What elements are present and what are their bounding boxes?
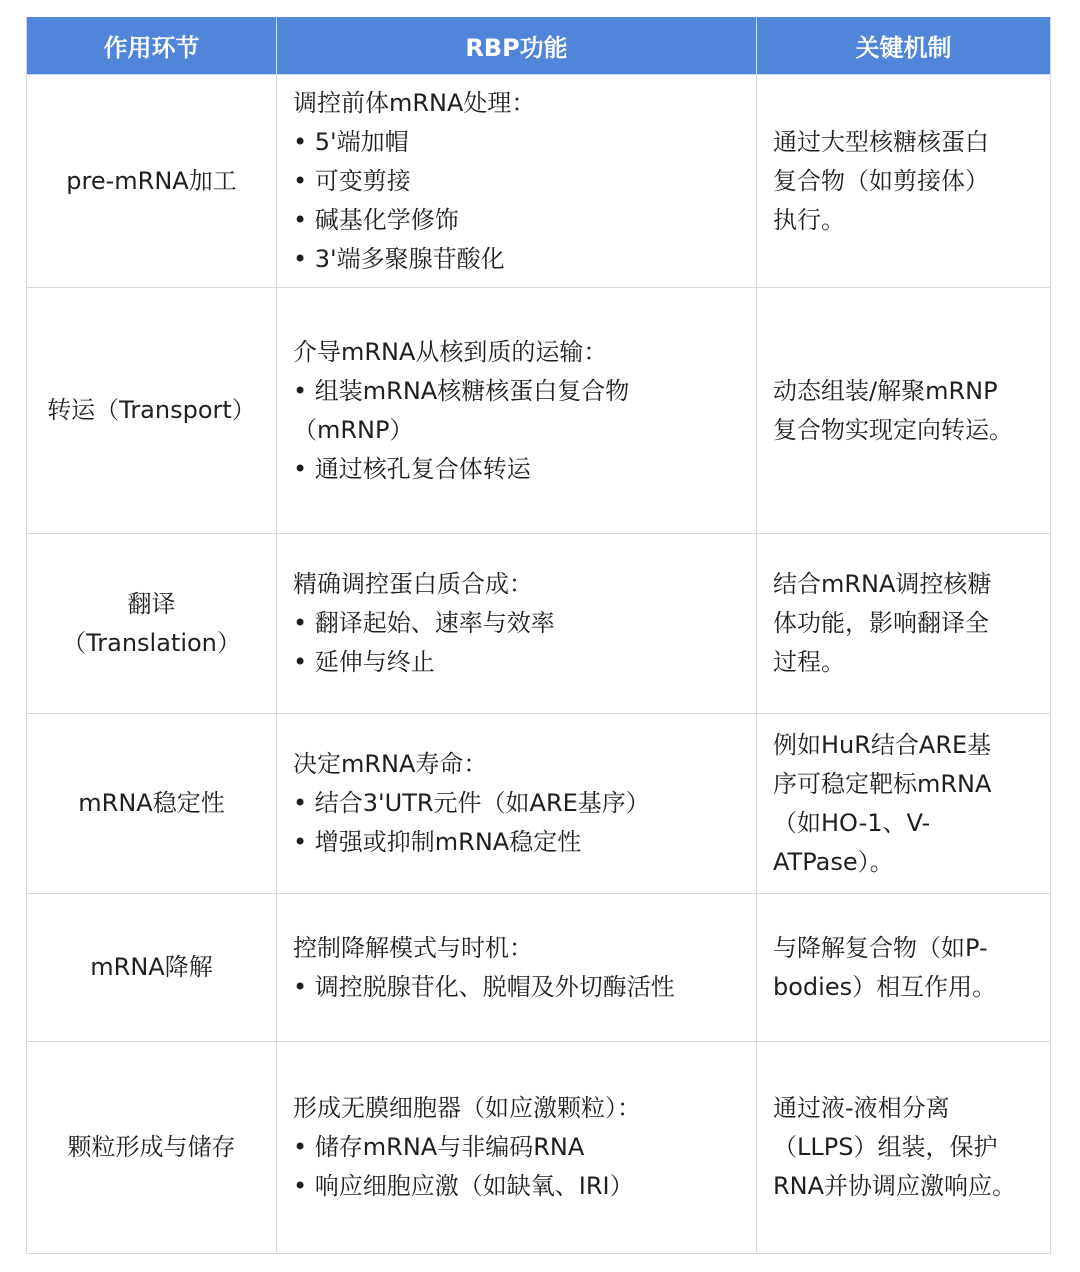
- bullet-item: • 组装mRNA核糖核蛋白复合物: [293, 376, 630, 405]
- stage-cell: [27, 75, 277, 288]
- function-cell: [277, 75, 757, 288]
- table-row: [27, 714, 1051, 894]
- bullet-item: • 储存mRNA与非编码RNA: [293, 1133, 585, 1161]
- function-cell: [277, 714, 757, 894]
- function-cell: [277, 288, 757, 534]
- stage-cell: [27, 534, 277, 714]
- bullet-item: • 可变剪接: [293, 166, 411, 195]
- cell-line: 序可稳定靶标mRNA: [773, 769, 992, 798]
- bullet-item: • 3'端多聚腺苷酸化: [293, 244, 505, 273]
- cell-line: 决定mRNA寿命：: [293, 750, 488, 778]
- bullet-item: • 增强或抑制mRNA稳定性: [293, 828, 582, 856]
- cell-line: 复合物（如剪接体）: [773, 166, 989, 195]
- cell-line: 动态组装/解聚mRNP: [773, 376, 998, 405]
- stage-cell: [27, 714, 277, 894]
- cell-line: 结合mRNA调控核糖: [773, 570, 992, 598]
- cell-line: 转运（Transport）: [47, 396, 256, 424]
- bullet-item: • 碱基化学修饰: [293, 205, 459, 234]
- cell-line: 颗粒形成与储存: [67, 1133, 236, 1161]
- cell-line: 复合物实现定向转运。: [773, 415, 1013, 444]
- cell-line: 控制降解模式与时机：: [293, 933, 533, 962]
- mechanism-cell: [757, 75, 1051, 288]
- header-mechanism: 关键机制: [757, 17, 1051, 75]
- cell-line: 与降解复合物（如P-: [773, 933, 988, 962]
- cell-line: 执行。: [773, 205, 845, 234]
- mechanism-cell: [757, 534, 1051, 714]
- cell-line: 形成无膜细胞器（如应激颗粒）：: [293, 1094, 641, 1122]
- cell-line: pre-mRNA加工: [66, 166, 237, 195]
- cell-line: mRNA降解: [90, 953, 213, 981]
- function-cell: [277, 534, 757, 714]
- table-row: [27, 894, 1051, 1042]
- table-row: [27, 75, 1051, 288]
- rbp-function-table: [26, 17, 1051, 1254]
- bullet-item: • 翻译起始、速率与效率: [293, 609, 555, 637]
- cell-line: 通过液-液相分离: [773, 1094, 950, 1122]
- cell-line: 调控前体mRNA处理：: [293, 88, 536, 117]
- cell-line: 例如HuR结合ARE基: [773, 730, 992, 759]
- bullet-item: • 响应细胞应激（如缺氧、IRI）: [293, 1172, 634, 1200]
- header-function: RBP功能: [277, 17, 757, 75]
- cell-line: mRNA稳定性: [78, 789, 225, 817]
- cell-line: （mRNP）: [293, 415, 414, 444]
- bullet-item: • 调控脱腺苷化、脱帽及外切酶活性: [293, 972, 675, 1001]
- cell-line: 介导mRNA从核到质的运输：: [293, 337, 608, 366]
- function-cell: [277, 894, 757, 1042]
- cell-line: RNA并协调应激响应。: [773, 1172, 1017, 1200]
- stage-cell: [27, 894, 277, 1042]
- cell-line: ATPase）。: [773, 847, 894, 876]
- header-stage: 作用环节: [27, 17, 277, 75]
- mechanism-cell: [757, 288, 1051, 534]
- bullet-item: • 延伸与终止: [293, 648, 435, 676]
- table-row: [27, 288, 1051, 534]
- mechanism-cell: [757, 894, 1051, 1042]
- cell-line: 体功能，影响翻译全: [773, 609, 989, 637]
- cell-line: bodies）相互作用。: [773, 972, 997, 1001]
- bullet-item: • 结合3'UTR元件（如ARE基序）: [293, 789, 650, 817]
- cell-line: （LLPS）组装，保护: [773, 1133, 998, 1161]
- cell-line: （Translation）: [62, 628, 241, 657]
- mechanism-cell: [757, 714, 1051, 894]
- cell-line: 翻译: [127, 589, 176, 618]
- cell-line: 过程。: [773, 648, 845, 676]
- function-cell: [277, 1042, 757, 1254]
- table-row: [27, 1042, 1051, 1254]
- bullet-item: • 通过核孔复合体转运: [293, 454, 531, 483]
- stage-cell: [27, 1042, 277, 1254]
- cell-line: （如HO-1、V-: [773, 808, 931, 837]
- stage-cell: [27, 288, 277, 534]
- mechanism-cell: [757, 1042, 1051, 1254]
- cell-line: 通过大型核糖核蛋白: [773, 127, 989, 156]
- cell-line: 精确调控蛋白质合成：: [293, 570, 533, 598]
- bullet-item: • 5'端加帽: [293, 127, 409, 156]
- table-row: [27, 534, 1051, 714]
- header-row: [27, 17, 1051, 75]
